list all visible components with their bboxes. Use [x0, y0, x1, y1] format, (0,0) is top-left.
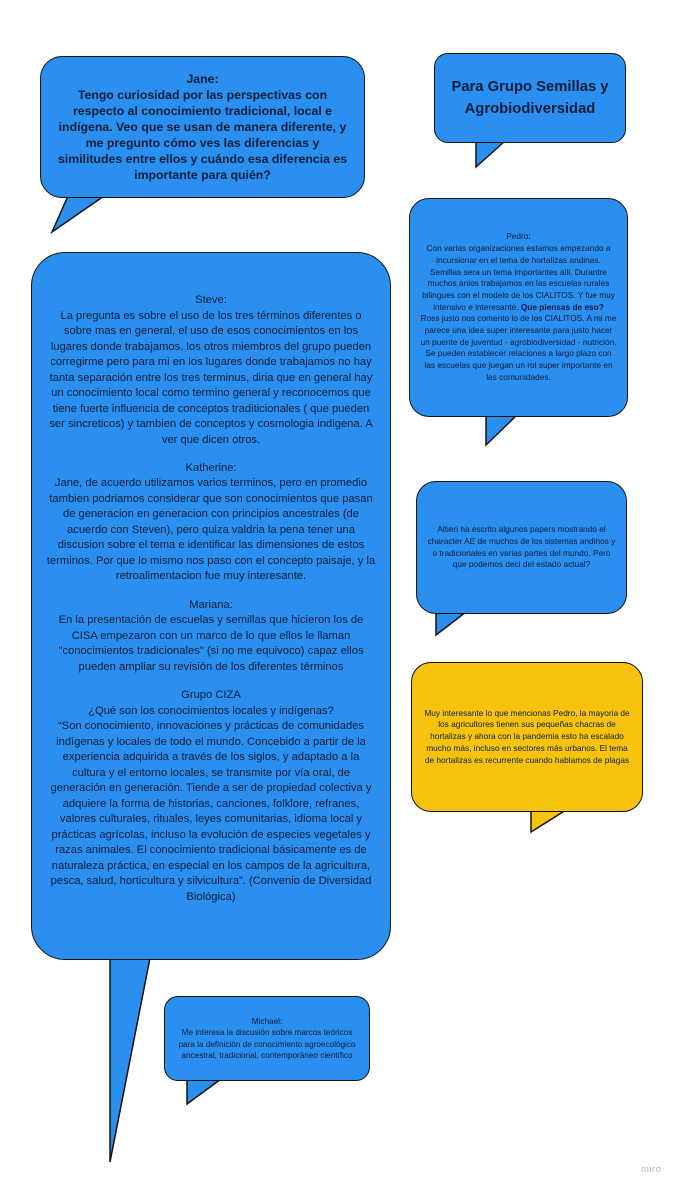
miro-watermark: miro: [641, 1164, 662, 1175]
hortalizas-comment-bubble[interactable]: [411, 662, 643, 812]
michael-comment-bubble[interactable]: [164, 996, 370, 1081]
ciza-comment-text: “Son conocimiento, innovaciones y prácticas de comunidades indígenas y locales de todo el mundo. Concebido a partir de la experiencia adquirida a través de los siglos, y adaptado a la cultura y el entorno locales, se transmite por vía oral, de generación en generación. Tiende a ser de propiedad colectiva y adquiere la forma de historias, canciones, folklore, refranes, valores culturales, rituales, leyes comunitarias, idioma local y prácticas agrícolas, incluso la evolución de especies vegetales y razas animales. El conocimiento tradicional básicamente es de naturaleza práctica, en especial en los campos de la agricultura, pesca, salud, horticultura y silvicultura”. (Convenio de Diversidad Biológica): [50, 720, 372, 903]
group-title: Para Grupo Semillas y Agrobiodiversidad: [451, 79, 609, 117]
michael-comment-text: Me interesa la discusión sobre marcos teóricos para la definición de conocimiento agroecológico ancestral, tradicional, contemporáneo científico: [178, 1028, 356, 1060]
group-title-bubble[interactable]: [434, 53, 626, 143]
pedro-comment-text-2: Ross justo nos comento lo de los CIALITOS. A mi me parece una idea super interesante para justo hacer un puente de juventud - agrobiodiversidad - nutrición. Se pueden establecer relaciones a largo plazo con las escuelas que juegan un rol super importante en las comunidades.: [420, 313, 617, 382]
altieri-comment-bubble[interactable]: [416, 481, 627, 614]
katherine-comment-text: Jane, de acuerdo utilizamos varios terminos, pero en promedio tambien podriamos considerar que son conocimientos que pasan de generacion en generacion con principios ancestrales (de acuerdo con Steven), pero quiza valdria la pena tener una discusion sobre el tema e identificar las dimensiones de estos terminos. Por que lo mismo nos paso con el concepto paisaje, y la retroalimentacion fue muy interesante.: [46, 477, 376, 583]
pedro-question: Que piensas de eso?: [520, 301, 604, 312]
katherine-author: Katherine:: [185, 461, 237, 474]
pedro-text-part1: Con varias organizaciones estamos empezando a incursionar en el tema de hortalizas andinas. Semillas sera un tema importantes alli. Durantre muchos anios trabajamos en las escuelas rurales bilingues con el modelo de los CIALITOS. Y fue muy intensivo e interesante.: [422, 243, 615, 312]
jane-comment-bubble[interactable]: [40, 56, 365, 198]
steve-comment-text: La pregunta es sobre el uso de los tres términos diferentes o sobre mas en general, el uso de esos conocimientos en los lugares donde trabajamos. los otros miembros del grupo pueden corregirme pero para mi en los lugares donde trabajamos no hay tanta separación entre los tres terminus, diria que en general hay un conocimiento local como termino general y reconocemos que tiene fuerte influencia de conceptos traditicionales ( que pueden ser sincreticos) y tambien de conceptos y cosmologia indigena. A ver que dicen otros.: [49, 309, 373, 446]
steve-author: Steve:: [195, 294, 227, 306]
mariana-author: Mariana:: [189, 598, 233, 611]
altieri-comment-text: Altieri ha escrito algunos papers mostrando el character AE de muchos de los sistemas andinos y o tradicionales en varias partes del mundo. Pero que podemos deci del estado actual?: [427, 524, 616, 570]
discussion-thread-bubble[interactable]: [31, 252, 391, 960]
ciza-author: Grupo CIZA: [181, 689, 241, 702]
jane-comment-text: Tengo curiosidad por las perspectivas con respecto al conocimiento tradicional, local e indígena. Veo que se usan de manera diferente, y me pregunto cómo ves las diferencias y similitudes entre ellos y cuándo esa diferencia es importante para quién?: [57, 88, 348, 182]
michael-author: Michael:: [251, 1016, 283, 1026]
hortalizas-comment-text: Muy interesante lo que mencionas Pedro, la mayoria de los agricultores tienen sus pequeñas chacras de hortalizas y ahora con la pandemia esto ha escalado mucho más, incluso en sectores más urbanos. El tema de hortalizas es recurrente cuando hablamos de plagas: [424, 707, 630, 765]
pedro-comment-bubble[interactable]: [409, 198, 628, 417]
pedro-author: Pedro:: [506, 231, 531, 242]
pedro-comment-text: [420, 243, 617, 313]
mariana-comment-text: En la presentación de escuelas y semillas que hicieron los de CISA empezaron con un marco de lo que ellos le llaman "conocimientos tradicionales" (si no me equivoco) capaz ellos pueden ampliar su revisión de los diferentes términos: [58, 614, 364, 673]
ciza-question: ¿Qué son los conocimientos locales y indígenas?: [88, 704, 334, 717]
jane-author: Jane:: [186, 72, 219, 86]
